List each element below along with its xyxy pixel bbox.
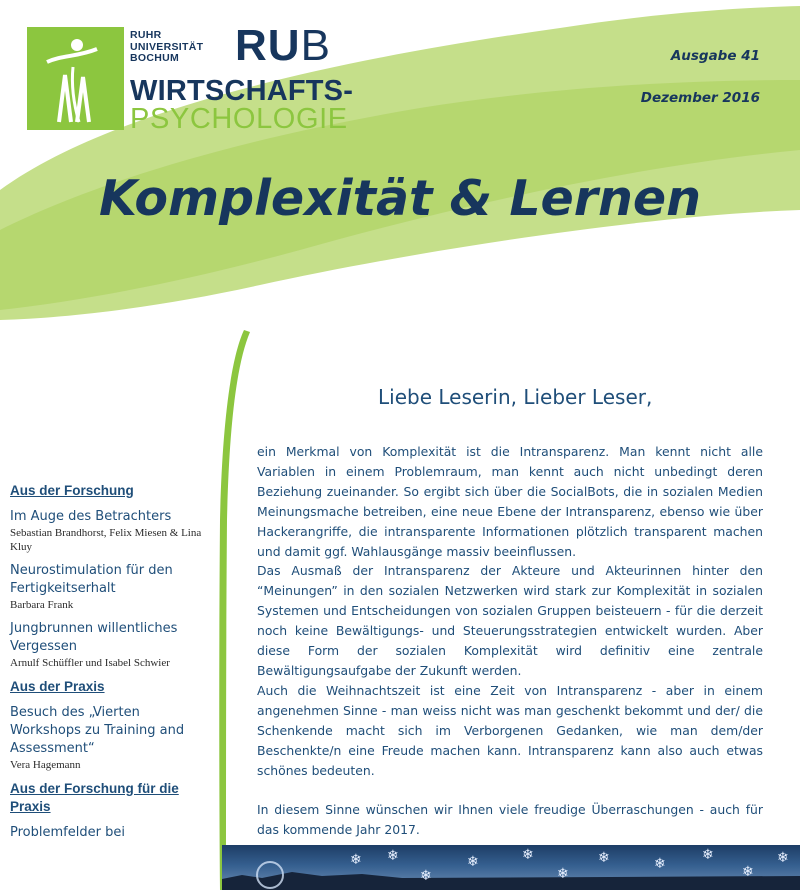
snowflake-icon: ❄ (522, 847, 534, 863)
university-line-1: RUHR (130, 29, 162, 41)
snowflake-icon: ❄ (702, 847, 714, 863)
editorial-letter (257, 442, 763, 840)
toc-section-heading[interactable]: Aus der Forschung (10, 483, 134, 498)
table-of-contents (10, 482, 202, 842)
snowflake-icon: ❄ (742, 864, 754, 880)
toc-article-title[interactable]: Besuch des „Vierten Workshops zu Training and Assessment“ (10, 705, 185, 756)
university-line-2: UNIVERSITÄT (130, 40, 204, 53)
toc-article-title[interactable]: Neurostimulation für den Fertigkeitserhalt (10, 563, 173, 596)
department-line-1: WIRTSCHAFTS- (130, 75, 354, 107)
toc-section-heading[interactable]: Aus der Praxis (10, 679, 105, 694)
university-line-3: BOCHUM (130, 52, 180, 64)
letter-paragraph-3: Auch die Weihnachtszeit ist eine Zeit von Intransparenz - aber in einem angenehmen Sinne - man weiss nicht was man geschenkt bekommt und der/ die Schenkende macht sich im Verborgenen Gedanken, wie man dem/der Beschenkte/n eine Freude machen kann. Intransparenz kann also auch etwas schönes bedeuten. (257, 682, 763, 778)
snowflake-icon: ❄ (350, 852, 362, 868)
snowflake-icon: ❄ (654, 856, 666, 872)
toc-article-title[interactable]: Jungbrunnen willentliches Vergessen (10, 621, 178, 654)
snowflake-icon: ❄ (598, 850, 610, 866)
issue-date: Dezember 2016 (640, 90, 760, 106)
department-line-2: PSYCHOLOGIE (130, 103, 348, 135)
rub-logo (27, 27, 124, 130)
snowflake-icon: ❄ (420, 868, 432, 884)
green-vertical-curve (219, 330, 250, 890)
toc-article-authors: Arnulf Schüffler und Isabel Schwier (10, 657, 170, 669)
winter-photo (222, 845, 800, 890)
letter-greeting: Liebe Leserin, Lieber Leser, (378, 385, 653, 409)
newsletter-title: Komplexität & Lernen (99, 170, 701, 227)
snowflake-icon: ❄ (777, 850, 789, 866)
rub-wordmark-light: B (300, 21, 331, 70)
snowflake-icon: ❄ (467, 854, 479, 870)
toc-article-title[interactable]: Problemfelder bei (10, 825, 125, 840)
toc-article-title[interactable]: Im Auge des Betrachters (10, 509, 172, 524)
toc-article-authors: Sebastian Brandhorst, Felix Miesen & Lina Kluy (10, 527, 202, 553)
snowflake-icon: ❄ (387, 848, 399, 864)
letter-paragraph-1: ein Merkmal von Komplexität ist die Intransparenz. Man kennt nicht alle Variablen in einem Problemraum, man kennt auch nicht unbedingt deren Beziehung zueinander. So ergibt sich über die SocialBots, die in sozialen Medien Meinungsmache betreiben, eine neue Ebene der Intransparenz, ebenso wie über Hackerangriffe, die intransparente Informationen plötzlich transparent machen und damit ggf. Wahlausgänge massiv beeinflussen. (257, 444, 763, 559)
toc-article-authors: Vera Hagemann (10, 759, 81, 771)
rub-wordmark-bold: RU (235, 21, 301, 70)
toc-article-authors: Barbara Frank (10, 599, 74, 611)
university-name (130, 30, 203, 65)
toc-section-heading[interactable]: Aus der Forschung für die Praxis (10, 781, 179, 814)
snowflake-icon: ❄ (557, 866, 569, 882)
letter-paragraph-4: In diesem Sinne wünschen wir Ihnen viele freudige Überraschungen - auch für das kommende Jahr 2017. (257, 802, 763, 838)
issue-number: Ausgabe 41 (670, 48, 760, 64)
letter-paragraph-2: Das Ausmaß der Intransparenz der Akteure und Akteurinnen hinter den “Meinungen” in den sozialen Netzwerken wird stark zur Komplexität in sozialen Systemen und Entscheidungen von sozialen Gruppen beisteuern - für die derzeit noch keine Bewältigungs- und Steuerungsstrategien entwickelt wurden. Aber diese Form der sozialen Komplexität wird definitiv eine zentrale Bewältigungsaufgabe der Zukunft werden. (257, 563, 763, 678)
running-figure-logo-icon (27, 27, 124, 130)
rub-wordmark (235, 22, 331, 70)
